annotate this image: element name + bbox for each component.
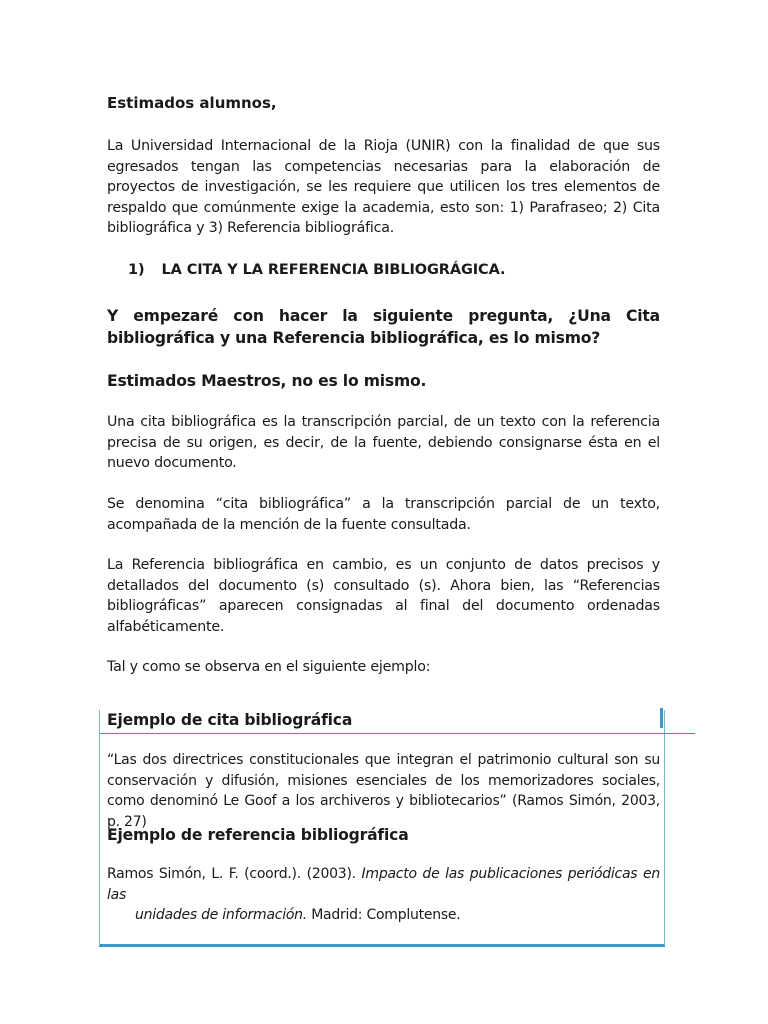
example-ref-title: Ejemplo de referencia bibliográfica — [107, 826, 409, 844]
referencia-definition-paragraph: La Referencia bibliográfica en cambio, es un conjunto de datos precisos y detallados del documento (s) consultado (s). Ahora bien, las “Referencias bibliográficas” aparecen consignadas al final del documento ordenadas alfabéticamente. — [107, 557, 660, 635]
section-heading — [128, 262, 505, 278]
intro-paragraph: La Universidad Internacional de la Rioja (UNIR) con la finalidad de que sus egresados tengan las competencias necesarias para la elaboración de proyectos de investigación, se les requiere que utilicen los tres elementos de respaldo que comúnmente exige la academia, esto son: 1) Parafraseo; 2) Cita bibliográfica y 3) Referencia bibliográfica. — [107, 138, 660, 236]
cita-definition-paragraph: Una cita bibliográfica es la transcripción parcial, de un texto con la referencia precisa de su origen, es decir, de la fuente, debiendo consignarse ésta en el nuevo documento. — [107, 414, 660, 471]
answer-heading: Estimados Maestros, no es lo mismo. — [107, 372, 427, 390]
example-ref-entry — [107, 864, 660, 926]
question-paragraph: Y empezaré con hacer la siguiente pregunta, ¿Una Cita bibliográfica y una Referencia bibliográfica, es lo mismo? — [107, 307, 660, 347]
example-intro-paragraph: Tal y como se observa en el siguiente ejemplo: — [107, 659, 431, 675]
cita-denomination-paragraph: Se denomina “cita bibliográfica” a la transcripción parcial de un texto, acompañada de la mención de la fuente consultada. — [107, 496, 660, 533]
ref-title-part1: Impacto de las publicaciones periódicas en las — [107, 866, 660, 903]
section-title: LA CITA Y LA REFERENCIA BIBLIOGRÁGICA. — [161, 262, 506, 278]
greeting: Estimados alumnos, — [107, 94, 277, 112]
ref-author: Ramos Simón, L. F. (coord.). (2003). — [107, 866, 362, 882]
example-cita-text: “Las dos directrices constitucionales que integran el patrimonio cultural son su conservación y difusión, misiones esenciales de los memorizadores sociales, como denominó Le Goof a los archiveros y bibliotecarios” (Ramos Simón, 2003, p. 27) — [107, 752, 660, 830]
ref-title-part2: unidades de información. — [135, 907, 308, 923]
section-number: 1) — [128, 262, 145, 278]
example-box-corner — [660, 708, 663, 728]
example-cita-title: Ejemplo de cita bibliográfica — [107, 711, 353, 729]
ref-publisher: Madrid: Complutense. — [307, 907, 461, 923]
